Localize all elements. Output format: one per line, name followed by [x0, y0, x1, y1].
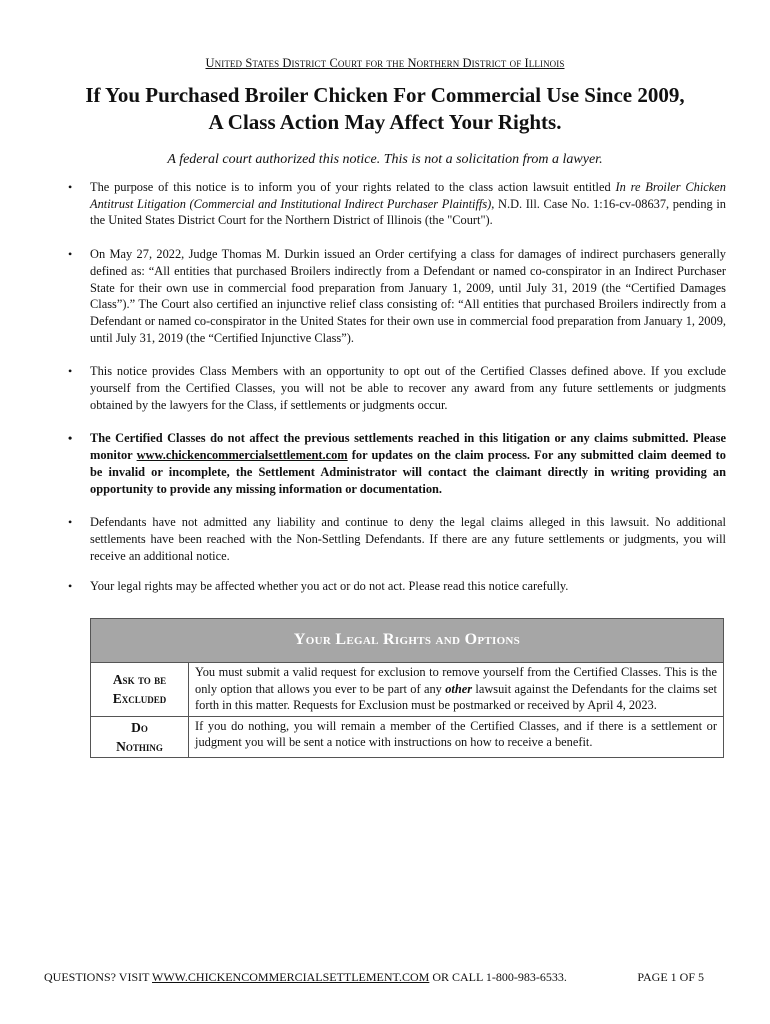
- bullet-icon: •: [68, 247, 73, 262]
- rights-options-table: [90, 618, 724, 758]
- page-title: [30, 82, 740, 136]
- bullet-class-order: • On May 27, 2022, Judge Thomas M. Durkin issued an Order certifying a class for damages of indirect purchasers generally defined as: “All entities that purchased Broilers indirectly from a Defendant or named co-conspirator in an Indirect Purchaser State for their own use in commercial food preparation from January 1, 2009, until July 31, 2019 (the “Certified Damages Class”).” The Court also certified an injunctive relief class consisting of: “All entities that purchased Broilers indirectly from a Defendant or named co-conspirator in the United States for their own use in commercial food preparation from January 1, 2009, until July 31, 2019 (the “Certified Injunctive Class”).: [68, 247, 726, 345]
- title-line-2: A Class Action May Affect Your Rights.: [208, 110, 562, 134]
- option-description: If you do nothing, you will remain a member of the Certified Classes, and if there is a settlement or judgment you will be sent a notice with instructions on how to receive a benefit.: [189, 716, 724, 757]
- footer-website-link[interactable]: WWW.CHICKENCOMMERCIALSETTLEMENT.COM: [152, 970, 430, 984]
- page-footer: QUESTIONS? VISIT WWW.CHICKENCOMMERCIALSETTLEMENT.COM OR CALL 1-800-983-6533. PAGE 1 OF 5: [44, 970, 704, 984]
- title-line-1: If You Purchased Broiler Chicken For Commercial Use Since 2009,: [85, 83, 685, 107]
- table-row: [91, 663, 724, 717]
- option-do-nothing: Do Nothing: [91, 716, 189, 757]
- bullet-previous-settlements: • The Certified Classes do not affect the previous settlements reached in this litigation or any claims submitted. Please monitor www.chickencommercialsettlement.com for updates on the claim process. For any submitted claim deemed to be invalid or incomplete, the Settlement Administrator will contact the claimant directly in writing providing an opportunity to provide any missing information or documentation.: [68, 431, 726, 496]
- bullet-icon: •: [68, 515, 73, 530]
- option-description: You must submit a valid request for exclusion to remove yourself from the Certified Classes. This is the only option that allows you ever to be part of any other lawsuit against the Defendants for the claims set forth in this matter. Requests for Exclusion must be postmarked or received by April 4, 2023.: [189, 663, 724, 717]
- bullet-icon: •: [68, 180, 73, 194]
- bullet-legal-rights: • Your legal rights may be affected whether you act or do not act. Please read this notice carefully.: [68, 579, 569, 594]
- page-number: PAGE 1 OF 5: [637, 970, 704, 984]
- bullet-no-liability: • Defendants have not admitted any liability and continue to deny the legal claims alleged in this lawsuit. No additional settlements have been reached with the Non-Settling Defendants. If there are any future settlements or judgments, you will receive an additional notice.: [68, 515, 726, 563]
- bullet-icon: •: [68, 579, 73, 594]
- court-name: United States District Court for the Northern District of Illinois: [205, 56, 565, 70]
- bullet-purpose: • The purpose of this notice is to inform you of your rights related to the class action lawsuit entitled In re Broiler Chicken Antitrust Litigation (Commercial and Institutional Indirect Purchaser Plaintiffs), N.D. Ill. Case No. 1:16-cv-08637, pending in the United States District Court for the Northern District of Illinois (the "Court").: [68, 180, 727, 228]
- bullet-icon: •: [68, 364, 73, 379]
- subtitle: A federal court authorized this notice. This is not a solicitation from a lawyer.: [167, 152, 603, 167]
- settlement-website-link[interactable]: www.chickencommercialsettlement.com: [136, 448, 348, 463]
- option-ask-to-be-excluded: Ask to be Excluded: [91, 663, 189, 717]
- bullet-icon: •: [68, 431, 73, 446]
- notice-bullet-list: [68, 179, 726, 595]
- rights-table-heading: Your Legal Rights and Options: [91, 619, 724, 663]
- bullet-opt-out: • This notice provides Class Members with an opportunity to opt out of the Certified Classes defined above. If you exclude yourself from the Certified Classes, you will not be able to recover any award from any future settlements or judgments obtained by the lawyers for the Class, if settlements or judgments occur.: [68, 364, 726, 412]
- table-row: [91, 716, 724, 757]
- case-name: In re Broiler Chicken Antitrust Litigation (Commercial and Institutional Indirect Purchaser Plaintiffs): [90, 180, 727, 211]
